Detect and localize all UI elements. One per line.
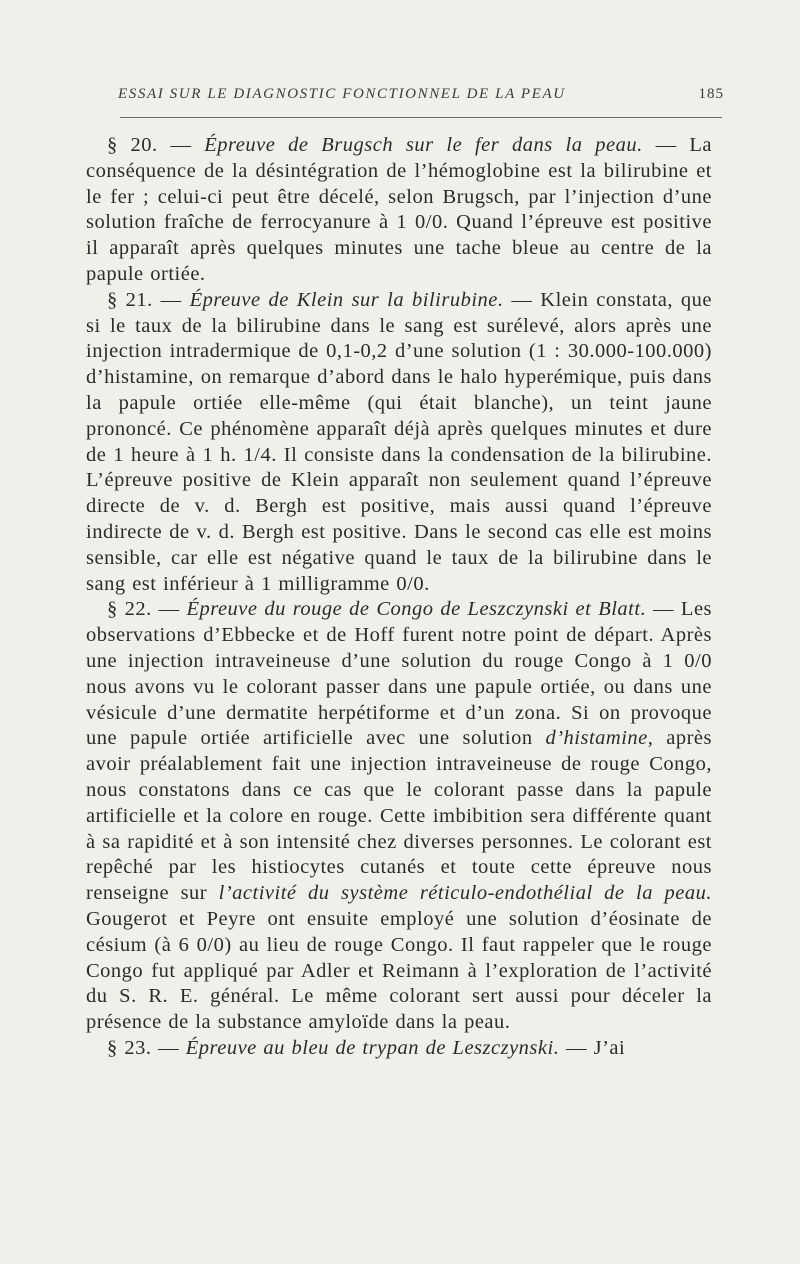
section-title: Épreuve de Brugsch sur le fer dans la peau. bbox=[204, 134, 643, 156]
body-text bbox=[86, 133, 712, 1062]
italic-phrase: l’activité du système réticulo-endothélial de la peau. bbox=[218, 882, 712, 905]
page-number: 185 bbox=[698, 86, 724, 102]
section-title: Épreuve au bleu de trypan de Leszczynski. bbox=[185, 1036, 560, 1059]
section-number: § 20. bbox=[107, 134, 158, 156]
section-text: après avoir préalablement fait une injection intraveineuse de rouge Congo, nous constatons dans ce cas que le colorant passe dans la papule artificielle et la colore en rouge. Cette imbibition sera différente quant à sa rapidité et à son intensité chez diverses personnes. Le colorant est repêché par les histiocytes cutanés et toute cette épreuve nous renseigne sur bbox=[86, 727, 713, 905]
section-text: Les observations d’Ebbecke et de Hoff furent notre point de départ. Après une injection intraveineuse d’une solution du rouge Congo à 1 0/0 nous avons vu le colorant passer dans une papule ortiée, ou dans une vésicule d’une dermatite herpétiforme et d’un zona. Si on provoque une papule ortiée artificielle avec une solution bbox=[86, 598, 713, 750]
paragraph-section-20: § 20. — Épreuve de Brugsch sur le fer dans la peau. — La conséquence de la désintégration de l’hémoglobine est la bilirubine et le fer ; celui-ci peut être décelé, selon Brugsch, par l’injection d’une solution fraîche de ferrocyanure à 1 0/0. Quand l’épreuve est positive il apparaît après quelques minutes une tache bleue au centre de la papule ortiée. bbox=[86, 134, 712, 285]
section-number: § 23. bbox=[107, 1036, 152, 1059]
section-number: § 21. bbox=[107, 288, 153, 311]
section-title: Épreuve de Klein sur la bilirubine. bbox=[189, 288, 504, 311]
section-text: J’ai bbox=[593, 1036, 626, 1059]
running-header bbox=[118, 86, 724, 110]
paragraph-section-22: § 22. — Épreuve du rouge de Congo de Leszczynski et Blatt. — Les observations d’Ebbecke et de Hoff furent notre point de départ. Après une injection intraveineuse d’une solution du rouge Congo à 1 0/0 nous avons vu le colorant passer dans une papule ortiée, ou dans une vésicule d’une dermatite herpétiforme et d’un zona. Si on provoque une papule ortiée artificielle avec une solution d’histamine, après avoir préalablement fait une injection intraveineuse de rouge Congo, nous constatons dans ce cas que le colorant passe dans la papule artificielle et la colore en rouge. Cette imbibition sera différente quant à sa rapidité et à son intensité chez diverses personnes. Le colorant est repêché par les histiocytes cutanés et toute cette épreuve nous renseigne sur l’activité du système réticulo-endothélial de la peau. Gougerot et Peyre ont ensuite employé une solution d’éosinate de césium (à 6 0/0) au lieu de rouge Congo. Il faut rappeler que le rouge Congo fut appliqué par Adler et Reimann à l’exploration de l’activité du S. R. E. général. Le même colorant sert aussi pour déceler la présence de la substance amyloïde dans la peau. bbox=[86, 598, 713, 1034]
italic-phrase: d’histamine, bbox=[545, 727, 654, 750]
section-text: La conséquence de la désintégration de l’hémoglobine est la bilirubine et le fer ; celui-ci peut être décelé, selon Brugsch, par l’injection d’une solution fraîche de ferrocyanure à 1 0/0. Quand l’épreuve est positive il apparaît après quelques minutes une tache bleue au centre de la papule ortiée. bbox=[86, 134, 712, 285]
paragraph-section-23: § 23. — Épreuve au bleu de trypan de Leszczynski. — J’ai bbox=[107, 1036, 626, 1059]
section-title: Épreuve du rouge de Congo de Leszczynski et Blatt. bbox=[186, 598, 647, 621]
section-text: Gougerot et Peyre ont ensuite employé une solution d’éosinate de césium (à 6 0/0) au lieu de rouge Congo. Il faut rappeler que le rouge Congo fut appliqué par Adler et Reimann à l’exploration de l’activité du S. R. E. général. Le même colorant sert aussi pour déceler la présence de la substance amyloïde dans la peau. bbox=[86, 907, 712, 1034]
running-title: ESSAI SUR LE DIAGNOSTIC FONCTIONNEL DE LA PEAU bbox=[118, 86, 566, 102]
section-text: Klein constata, que si le taux de la bilirubine dans le sang est surélevé, alors après une injection intradermique de 0,1-0,2 d’une solution (1 : 30.000-100.000) d’histamine, on remarque d’abord dans le halo hyperémique, puis dans la papule ortiée elle-même (qui était blanche), un teint jaune prononcé. Ce phénomène apparaît déjà après quelques minutes et dure de 1 heure à 1 h. 1/4. Il consiste dans la condensation de la bilirubine. L’épreuve positive de Klein apparaît non seulement quand l’épreuve directe de v. d. Bergh est positive, mais aussi quand l’épreuve indirecte de v. d. Bergh est positive. Dans le second cas elle est moins sensible, car elle est négative quand le taux de la bilirubine dans le sang est inférieur à 1 milligramme 0/0. bbox=[86, 288, 713, 595]
paragraph-section-21: § 21. — Épreuve de Klein sur la bilirubine. — Klein constata, que si le taux de la bilirubine dans le sang est surélevé, alors après une injection intradermique de 0,1-0,2 d’une solution (1 : 30.000-100.000) d’histamine, on remarque d’abord dans le halo hyperémique, puis dans la papule ortiée elle-même (qui était blanche), un teint jaune prononcé. Ce phénomène apparaît déjà après quelques minutes et dure de 1 heure à 1 h. 1/4. Il consiste dans la condensation de la bilirubine. L’épreuve positive de Klein apparaît non seulement quand l’épreuve directe de v. d. Bergh est positive, mais aussi quand l’épreuve indirecte de v. d. Bergh est positive. Dans le second cas elle est moins sensible, car elle est négative quand le taux de la bilirubine dans le sang est inférieur à 1 milligramme 0/0. bbox=[86, 288, 713, 595]
header-rule bbox=[120, 117, 722, 118]
section-number: § 22. bbox=[107, 598, 152, 621]
